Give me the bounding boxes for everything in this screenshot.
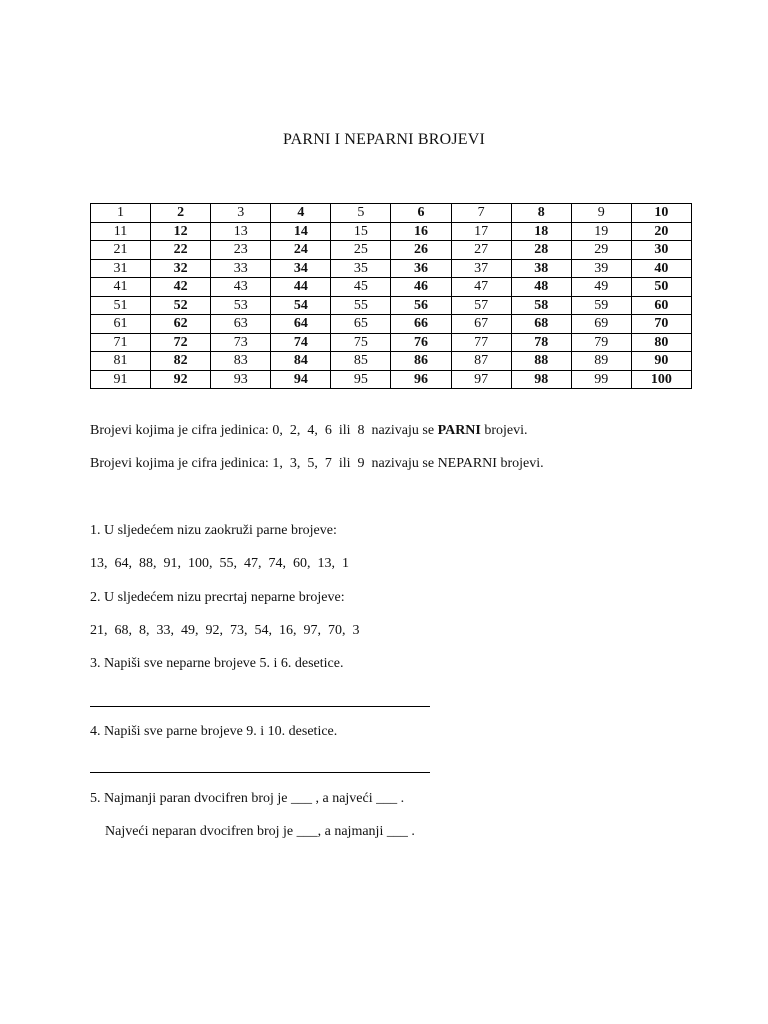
grid-cell: 94 xyxy=(271,370,331,389)
grid-row xyxy=(91,333,692,352)
grid-cell: 47 xyxy=(451,278,511,297)
grid-cell: 93 xyxy=(211,370,271,389)
number-grid-table xyxy=(90,203,692,389)
task5-line1: 5. Najmanji paran dvocifren broj je ___ , a najveći ___ . xyxy=(90,791,405,806)
grid-cell: 92 xyxy=(151,370,211,389)
grid-row xyxy=(91,370,692,389)
grid-cell: 31 xyxy=(91,259,151,278)
grid-cell: 18 xyxy=(511,222,571,241)
grid-cell: 55 xyxy=(331,296,391,315)
grid-cell: 98 xyxy=(511,370,571,389)
grid-row xyxy=(91,278,692,297)
grid-cell: 60 xyxy=(631,296,691,315)
grid-cell: 5 xyxy=(331,204,391,223)
grid-cell: 83 xyxy=(211,352,271,371)
task3-answer-line[interactable] xyxy=(90,706,430,707)
grid-cell: 48 xyxy=(511,278,571,297)
grid-cell: 11 xyxy=(91,222,151,241)
grid-cell: 80 xyxy=(631,333,691,352)
grid-cell: 44 xyxy=(271,278,331,297)
task4-answer-line[interactable] xyxy=(90,772,430,773)
grid-cell: 90 xyxy=(631,352,691,371)
grid-cell: 4 xyxy=(271,204,331,223)
grid-cell: 86 xyxy=(391,352,451,371)
grid-cell: 23 xyxy=(211,241,271,260)
even-rule-bold: PARNI xyxy=(437,423,481,438)
grid-cell: 21 xyxy=(91,241,151,260)
grid-cell: 84 xyxy=(271,352,331,371)
grid-cell: 82 xyxy=(151,352,211,371)
task1-prompt: 1. U sljedećem nizu zaokruži parne brojeve: xyxy=(90,523,337,538)
grid-cell: 66 xyxy=(391,315,451,334)
grid-cell: 39 xyxy=(571,259,631,278)
grid-cell: 85 xyxy=(331,352,391,371)
grid-cell: 28 xyxy=(511,241,571,260)
grid-cell: 77 xyxy=(451,333,511,352)
grid-row xyxy=(91,204,692,223)
grid-cell: 91 xyxy=(91,370,151,389)
grid-cell: 45 xyxy=(331,278,391,297)
grid-cell: 35 xyxy=(331,259,391,278)
grid-cell: 9 xyxy=(571,204,631,223)
grid-cell: 97 xyxy=(451,370,511,389)
grid-cell: 61 xyxy=(91,315,151,334)
grid-cell: 65 xyxy=(331,315,391,334)
even-rule-text xyxy=(90,423,528,439)
grid-cell: 78 xyxy=(511,333,571,352)
grid-cell: 99 xyxy=(571,370,631,389)
grid-cell: 30 xyxy=(631,241,691,260)
grid-row xyxy=(91,352,692,371)
task2-sequence: 21, 68, 8, 33, 49, 92, 73, 54, 16, 97, 70, 3 xyxy=(90,623,360,638)
grid-cell: 24 xyxy=(271,241,331,260)
grid-cell: 59 xyxy=(571,296,631,315)
grid-cell: 37 xyxy=(451,259,511,278)
grid-cell: 53 xyxy=(211,296,271,315)
grid-cell: 58 xyxy=(511,296,571,315)
grid-cell: 73 xyxy=(211,333,271,352)
grid-cell: 43 xyxy=(211,278,271,297)
grid-row xyxy=(91,315,692,334)
grid-cell: 8 xyxy=(511,204,571,223)
grid-cell: 2 xyxy=(151,204,211,223)
grid-cell: 70 xyxy=(631,315,691,334)
grid-cell: 96 xyxy=(391,370,451,389)
grid-cell: 38 xyxy=(511,259,571,278)
grid-cell: 88 xyxy=(511,352,571,371)
grid-cell: 54 xyxy=(271,296,331,315)
grid-cell: 100 xyxy=(631,370,691,389)
grid-cell: 13 xyxy=(211,222,271,241)
grid-cell: 50 xyxy=(631,278,691,297)
grid-cell: 52 xyxy=(151,296,211,315)
grid-cell: 71 xyxy=(91,333,151,352)
grid-cell: 49 xyxy=(571,278,631,297)
grid-cell: 42 xyxy=(151,278,211,297)
grid-cell: 15 xyxy=(331,222,391,241)
grid-cell: 17 xyxy=(451,222,511,241)
grid-cell: 79 xyxy=(571,333,631,352)
grid-cell: 75 xyxy=(331,333,391,352)
grid-cell: 29 xyxy=(571,241,631,260)
grid-cell: 26 xyxy=(391,241,451,260)
grid-cell: 34 xyxy=(271,259,331,278)
grid-cell: 67 xyxy=(451,315,511,334)
grid-cell: 20 xyxy=(631,222,691,241)
page-title: PARNI I NEPARNI BROJEVI xyxy=(282,131,486,148)
task1-sequence: 13, 64, 88, 91, 100, 55, 47, 74, 60, 13, 1 xyxy=(90,556,349,571)
grid-cell: 74 xyxy=(271,333,331,352)
grid-cell: 19 xyxy=(571,222,631,241)
grid-cell: 40 xyxy=(631,259,691,278)
grid-row xyxy=(91,241,692,260)
grid-cell: 57 xyxy=(451,296,511,315)
even-rule-before: Brojevi kojima je cifra jedinica: 0, 2, 4, 6 ili 8 nazivaju se xyxy=(90,423,438,438)
grid-cell: 36 xyxy=(391,259,451,278)
grid-cell: 16 xyxy=(391,222,451,241)
even-rule-after: brojevi. xyxy=(480,423,528,438)
grid-cell: 27 xyxy=(451,241,511,260)
grid-cell: 72 xyxy=(151,333,211,352)
grid-cell: 22 xyxy=(151,241,211,260)
grid-cell: 12 xyxy=(151,222,211,241)
task2-prompt: 2. U sljedećem nizu precrtaj neparne brojeve: xyxy=(90,590,345,605)
grid-cell: 69 xyxy=(571,315,631,334)
grid-cell: 32 xyxy=(151,259,211,278)
grid-cell: 7 xyxy=(451,204,511,223)
grid-cell: 14 xyxy=(271,222,331,241)
grid-cell: 64 xyxy=(271,315,331,334)
grid-cell: 6 xyxy=(391,204,451,223)
grid-cell: 87 xyxy=(451,352,511,371)
grid-cell: 68 xyxy=(511,315,571,334)
grid-row xyxy=(91,259,692,278)
task5-line2: Najveći neparan dvocifren broj je ___, a najmanji ___ . xyxy=(105,824,415,839)
grid-cell: 56 xyxy=(391,296,451,315)
grid-cell: 62 xyxy=(151,315,211,334)
grid-cell: 1 xyxy=(91,204,151,223)
grid-cell: 33 xyxy=(211,259,271,278)
grid-cell: 3 xyxy=(211,204,271,223)
grid-row xyxy=(91,296,692,315)
grid-cell: 89 xyxy=(571,352,631,371)
grid-cell: 95 xyxy=(331,370,391,389)
task3-prompt: 3. Napiši sve neparne brojeve 5. i 6. desetice. xyxy=(90,656,344,671)
task4-prompt: 4. Napiši sve parne brojeve 9. i 10. desetice. xyxy=(90,724,338,739)
grid-row xyxy=(91,222,692,241)
grid-cell: 63 xyxy=(211,315,271,334)
grid-cell: 10 xyxy=(631,204,691,223)
grid-cell: 81 xyxy=(91,352,151,371)
grid-cell: 41 xyxy=(91,278,151,297)
grid-cell: 76 xyxy=(391,333,451,352)
grid-cell: 25 xyxy=(331,241,391,260)
grid-cell: 46 xyxy=(391,278,451,297)
grid-cell: 51 xyxy=(91,296,151,315)
odd-rule-text: Brojevi kojima je cifra jedinica: 1, 3, 5, 7 ili 9 nazivaju se NEPARNI brojevi. xyxy=(90,456,544,471)
